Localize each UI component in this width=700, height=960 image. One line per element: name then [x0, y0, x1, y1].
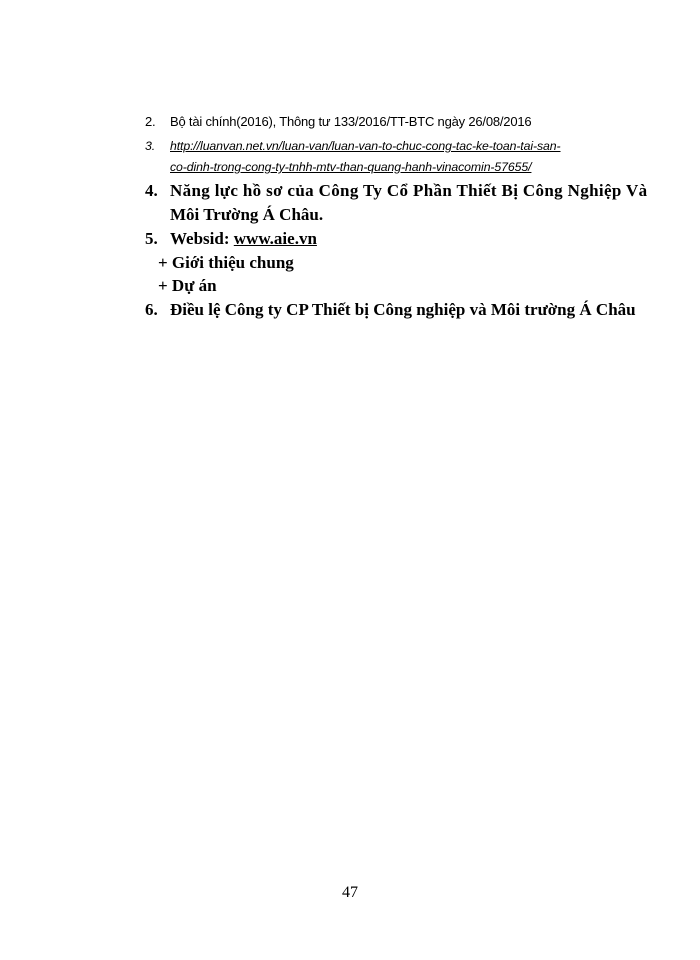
reference-label: Websid:	[170, 229, 234, 248]
reference-number: 2.	[145, 114, 156, 129]
reference-item-3	[145, 139, 561, 153]
reference-item-4	[145, 181, 647, 201]
reference-text: Năng lực hồ sơ của Công Ty Cổ Phần Thiết Bị Công Nghiệp Và	[170, 181, 648, 200]
subitem-general-introduction: + Giới thiệu chung	[158, 253, 294, 272]
reference-link-continuation[interactable]: co-dinh-trong-cong-ty-tnhh-mtv-than-quang-hanh-vinacomin-57655/	[170, 160, 532, 174]
reference-number: 3.	[145, 139, 156, 153]
reference-number: 4.	[145, 181, 158, 200]
reference-item-2	[145, 114, 531, 129]
reference-item-6	[145, 300, 636, 320]
reference-number: 5.	[145, 229, 158, 248]
website-link[interactable]: www.aie.vn	[233, 229, 317, 248]
subitem-projects: + Dự án	[158, 276, 217, 295]
reference-link[interactable]: http://luanvan.net.vn/luan-van/luan-van-to-chuc-cong-tac-ke-toan-tai-san-	[170, 139, 561, 153]
reference-number: 6.	[145, 300, 158, 319]
page-number: 47	[342, 884, 358, 901]
reference-text: Bộ tài chính(2016), Thông tư 133/2016/TT-BTC ngày 26/08/2016	[170, 114, 532, 129]
reference-item-5	[145, 229, 317, 249]
reference-text: Điều lệ Công ty CP Thiết bị Công nghiệp và Môi trường Á Châu	[170, 300, 636, 319]
reference-text-continuation: Môi Trường Á Châu.	[170, 205, 324, 224]
